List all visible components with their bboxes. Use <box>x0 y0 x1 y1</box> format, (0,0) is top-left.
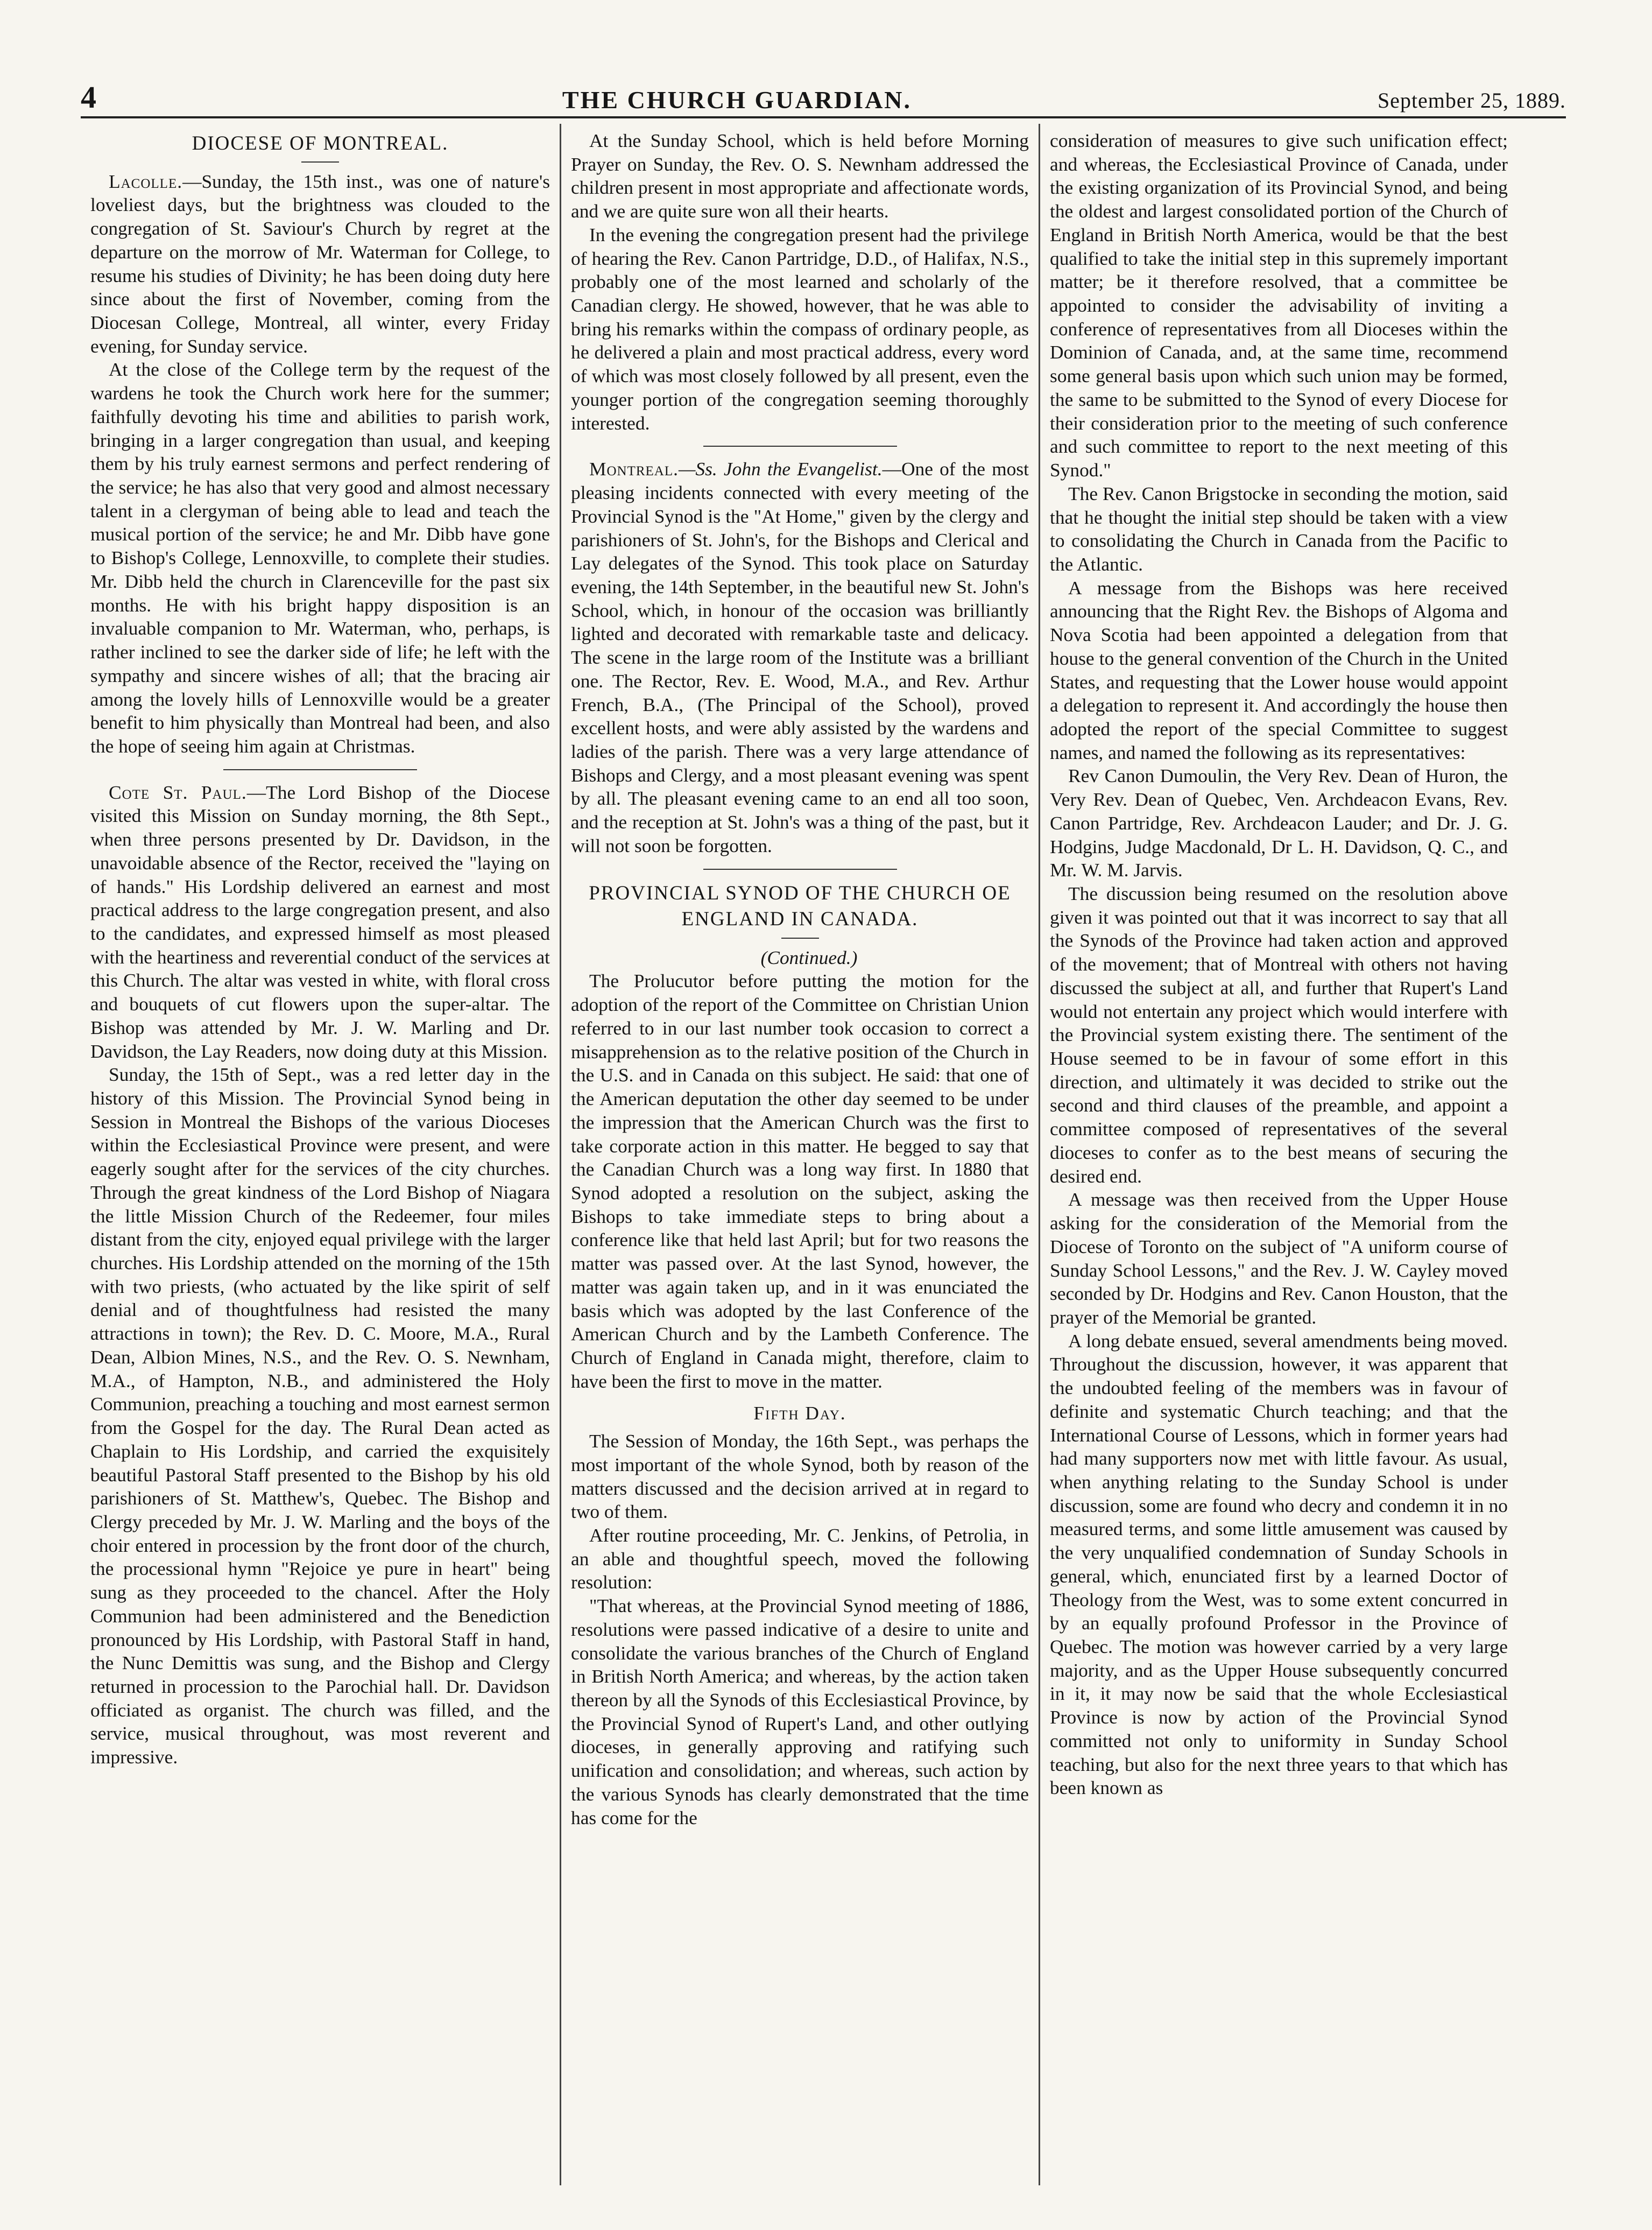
section-title-synod: PROVINCIAL SYNOD OF THE CHURCH OE ENGLAND IN CANADA. <box>589 882 1011 930</box>
synod-paragraph-1: The Prolucutor before putting the motion for the adoption of the report of the Committee on Christian Union referred to in our last number took occasion to correct a misapprehension as to the relative position of the Church in the U.S. and in Canada on this subject. He said: that one of the American deputation the other day seemed to be under the impression that the American Church was the first to take corporate action in this matter. He begged to say that the Canadian Church was a long way first. In 1880 that Synod adopted a resolution on the subject, asking the Bishops to take immediate steps to bring about a conference like that held last April; but for two reasons the matter was passed over. At the last Synod, however, the matter was again taken up, and in it was enunciated the basis which was adopted by the last Conference of the American Church and by the Lambeth Conference. The Church of England in Canada might, therefore, claim to have been the first to move in the matter. <box>571 970 1029 1392</box>
issue-date: September 25, 1889. <box>1377 88 1566 112</box>
divider <box>703 446 897 447</box>
evening-paragraph: In the evening the congregation present had the privilege of hearing the Rev. Canon Partridge, D.D., of Halifax, N.S., probably one of the most learned and scholarly of the Canadian clergy. He showed, however, that he was able to bring his remarks within the compass of ordinary people, as he delivered a plain and most practical address, every word of which was most closely followed by all present, even the younger portion of the congregation seeming thoroughly interested. <box>571 223 1029 434</box>
sunday-school-paragraph: At the Sunday School, which is held before Morning Prayer on Sunday, the Rev. O. S. Newnham addressed the children present in most appropriate and affectionate words, and we are quite sure won all their hearts. <box>571 130 1029 222</box>
cote-paragraph-2: Sunday, the 15th of Sept., was a red letter day in the history of this Mission. The Provincial Synod being in Session in Montreal the Bishops of the various Dioceses within the Ecclesiastical Province were present, and were eagerly sought after for the services of the city churches. Through the great kindness of the Lord Bishop of Niagara the little Mission Church of the Redeemer, four miles distant from the city, enjoyed equal privilege with the larger churches. His Lordship attended on the morning of the 15th with two priests, (who actuated by the like spirit of self denial and of thoughtfulness had resisted the many attractions in town); the Rev. D. C. Moore, M.A., Rural Dean, Albion Mines, N.S., and the Rev. O. S. Newnham, M.A., of Hampton, N.B., and administered the Holy Communion, preaching a touching and most earnest sermon from the Gospel for the day. The Rural Dean acted as Chaplain to His Lordship, and carried the exquisitely beautiful Pastoral Staff presented to the Bishop by his old parishioners of St. Matthew's, Quebec. The Bishop and Clergy preceded by Mr. J. W. Marling and the boys of the choir entered in procession by the front door of the church, the processional hymn "Rejoice ye pure in heart" being sung as they proceeded to the chancel. After the Holy Communion had been administered and the Benediction pronounced by His Lordship, with Pastoral Staff in hand, the Nunc Demittis was sung, and the Bishop and Clergy returned in procession to the Parochial hall. Dr. Davidson officiated as organist. The church was filled, and the service, musical throughout, was most reverent and impressive. <box>90 1064 550 1768</box>
fifth-day-paragraph-1: The Session of Monday, the 16th Sept., was perhaps the most important of the whole Synod, both by reason of the matters discussed and the decision arrived at in regard to two of them. <box>571 1430 1029 1523</box>
fifth-day-resolution: "That whereas, at the Provincial Synod meeting of 1886, resolutions were passed indicative of a desire to unite and consolidate the various branches of the Church of England in British North America; and whereas, by the action taken thereon by all the Synods of this Ecclesiastical Province, by the Provincial Synod of Rupert's Land, and other outlying dioceses, in generally approving and ratifying such unification and consolidation; and whereas, such action by the various Synods has clearly demonstrated that the time has come for the <box>571 1595 1029 1828</box>
lacolle-paragraph-1: Lacolle.—Sunday, the 15th inst., was one of nature's loveliest days, but the brightness was clouded to the congregation of St. Saviour's Church by regret at the departure on the morrow of Mr. Waterman for College, to resume his studies of Divinity; he has been doing duty here since about the first of November, coming from the Diocesan College, Montreal, all winter, every Friday evening, for Sunday service. <box>90 170 550 357</box>
columns <box>81 124 1566 2185</box>
column-3 <box>1039 124 1517 2185</box>
divider <box>223 769 417 770</box>
column-2 <box>560 124 1039 2185</box>
representatives-paragraph: Rev Canon Dumoulin, the Very Rev. Dean of Huron, the Very Rev. Dean of Quebec, Ven. Archdeacon Evans, Rev. Canon Partridge, Rev. Archdeacon Lauder; and Dr. J. G. Hodgins, Judge Macdonald, Dr L. H. Davidson, Q. C., and Mr. W. M. Jarvis. <box>1050 765 1508 881</box>
fifth-day-paragraph-2: After routine proceeding, Mr. C. Jenkins, of Petrolia, in an able and thoughtful speech, moved the following resolution: <box>571 1524 1029 1593</box>
montreal-subtitle: —Ss. John the Evangelist. <box>678 458 883 480</box>
upper-house-message-paragraph: A message was then received from the Upper House asking for the consideration of the Memorial from the Diocese of Toronto on the subject of "A uniform course of Sunday School Lessons," and the Rev. J. W. Cayley moved seconded by Dr. Hodgins and Rev. Canon Houston, that the prayer of the Memorial be granted. <box>1050 1188 1508 1328</box>
cote-paragraph-1: Cote St. Paul.—The Lord Bishop of the Diocese visited this Mission on Sunday morning, the 8th Sept., when three persons presented by Dr. Davidson, in the unavoidable absence of the Rector, received the "laying on of hands." His Lordship delivered an earnest and most practical address to the large congregation present, and also to the candidates, and expressed himself as most pleased with the heartiness and reverential conduct of the services at this Church. The altar was vested in white, with floral cross and bouquets of cut flowers upon the super-altar. The Bishop was attended by Mr. J. W. Marling and Dr. Davidson, the Lay Readers, now doing duty at this Mission. <box>90 781 550 1062</box>
page-header <box>81 81 1566 118</box>
cote-lead: Cote St. Paul. <box>109 781 247 803</box>
continued-note: (Continued.) <box>760 946 858 968</box>
brigstocke-paragraph: The Rev. Canon Brigstocke in seconding the motion, said that he thought the initial step should be taken with a view to consolidating the Church in Canada from the Pacific to the Atlantic. <box>1050 482 1508 575</box>
divider <box>781 938 819 939</box>
resolution-continued: consideration of measures to give such unification effect; and whereas, the Ecclesiastical Province of Canada, under the existing organization of its Provincial Synod, and being the oldest and largest consolidated portion of the Church of England in British North America, would be that the best qualified to take the initial step in this supremely important matter; be it therefore resolved, that a committee be appointed to consider the advisability of inviting a conference of representatives from all Dioceses within the Dominion of Canada, and, at the same time, recommend some general basis upon which such union may be formed, the same to be submitted to the Synod of every Diocese for their consideration prior to the meeting of such conference and such committee to report to the next meeting of this Synod." <box>1050 130 1508 481</box>
long-debate-paragraph: A long debate ensued, several amendments being moved. Throughout the discussion, however, it was apparent that the undoubted feeling of the members was in favour of definite and systematic Church teaching; and that the International Course of Lessons, which in former years had had many supporters now met with little favour. As usual, when anything relating to the Sunday School is under discussion, some are found who decry and condemn it in no measured terms, and some little amusement was caused by the very unqualified condemnation of Sunday Schools in general, which, enunciated first by a learned Doctor of Theology from the West, was to some extent concurred in by an equally profound Professor in the Province of Quebec. The motion was however carried by a very large majority, and as the Upper House subsequently concurred in it, it may now be said that the whole Ecclesiastical Province is now by action of the Provincial Synod committed not only to uniformity in Sunday School teaching, but also for the next three years to that which has been known as <box>1050 1329 1508 1799</box>
lacolle-lead: Lacolle. <box>109 170 183 192</box>
discussion-paragraph: The discussion being resumed on the resolution above given it was pointed out that it was incorrect to say that all the Synods of the Province had taken action and approved of the movement; that of Montreal with others not having discussed the subject at all, and further that Rupert's Land would not entertain any project which would interfere with the Provincial system existing there. The sentiment of the House seemed to be in favour of some effort in this direction, and ultimately it was decided to strike out the second and third clauses of the preamble, and appoint a committee composed of representatives of the several dioceses to confer as to the best means of securing the desired end. <box>1050 883 1508 1187</box>
montreal-paragraph: Montreal.—Ss. John the Evangelist.—One of the most pleasing incidents connected with every meeting of the Provincial Synod is the "At Home," given by the clergy and parishioners of St. John's, for the Bishops and Clerical and Lay delegates of the Synod. This took place on Saturday evening, the 14th September, in the beautiful new St. John's School, which, in honour of the occasion was brilliantly lighted and decorated with remarkable taste and delicacy. The scene in the large room of the Institute was a brilliant one. The Rector, Rev. E. Wood, M.A., and Rev. Arthur French, B.A., (The Principal of the School), proved excellent hosts, and were ably assisted by the wardens and ladies of the parish. There was a very large attendance of Bishops and Clergy, and a most pleasant evening was spent by all. The pleasant evening came to an end all too soon, and the reception at St. John's was a thing of the past, but it will not soon be forgotten. <box>571 458 1029 856</box>
lacolle-paragraph-2: At the close of the College term by the request of the wardens he took the Church work here for the summer; faithfully devoting his time and abilities to parish work, bringing in a larger congregation than usual, and keeping them by his truly earnest sermons and perfect rendering of the service; he has also that very good and almost necessary talent in a clergyman of being able to lead and teach the musical portion of the service; he and Mr. Dibb have gone to Bishop's College, Lennoxville, to complete their studies. Mr. Dibb held the church in Clarenceville for the past six months. He with his bright happy disposition is an invaluable companion to Mr. Waterman, who, perhaps, is rather inclined to see the darker side of life; he left with the sympathy and sincere wishes of all; that the bracing air among the lovely hills of Lennoxville would be a greater benefit to him physically than Montreal had been, and also the hope of seeing him again at Christmas. <box>90 358 550 757</box>
masthead: THE CHURCH GUARDIAN. <box>562 86 912 114</box>
divider <box>301 161 339 163</box>
column-1 <box>81 124 560 2185</box>
fifth-day-heading: Fifth Day. <box>753 1402 846 1424</box>
divider <box>703 869 897 870</box>
bishops-message-paragraph: A message from the Bishops was here received announcing that the Right Rev. the Bishops of Algoma and Nova Scotia had been appointed a delegation from that house to the general convention of the Church in the United States, and requesting that the Lower house would appoint a delegation to represent it. And accordingly the house then adopted the report of the special Committee to suggest names, and named the following as its representatives: <box>1050 576 1508 763</box>
section-title-diocese: DIOCESE OF MONTREAL. <box>192 132 449 154</box>
montreal-lead: Montreal. <box>589 458 679 480</box>
page-number: 4 <box>81 80 96 115</box>
